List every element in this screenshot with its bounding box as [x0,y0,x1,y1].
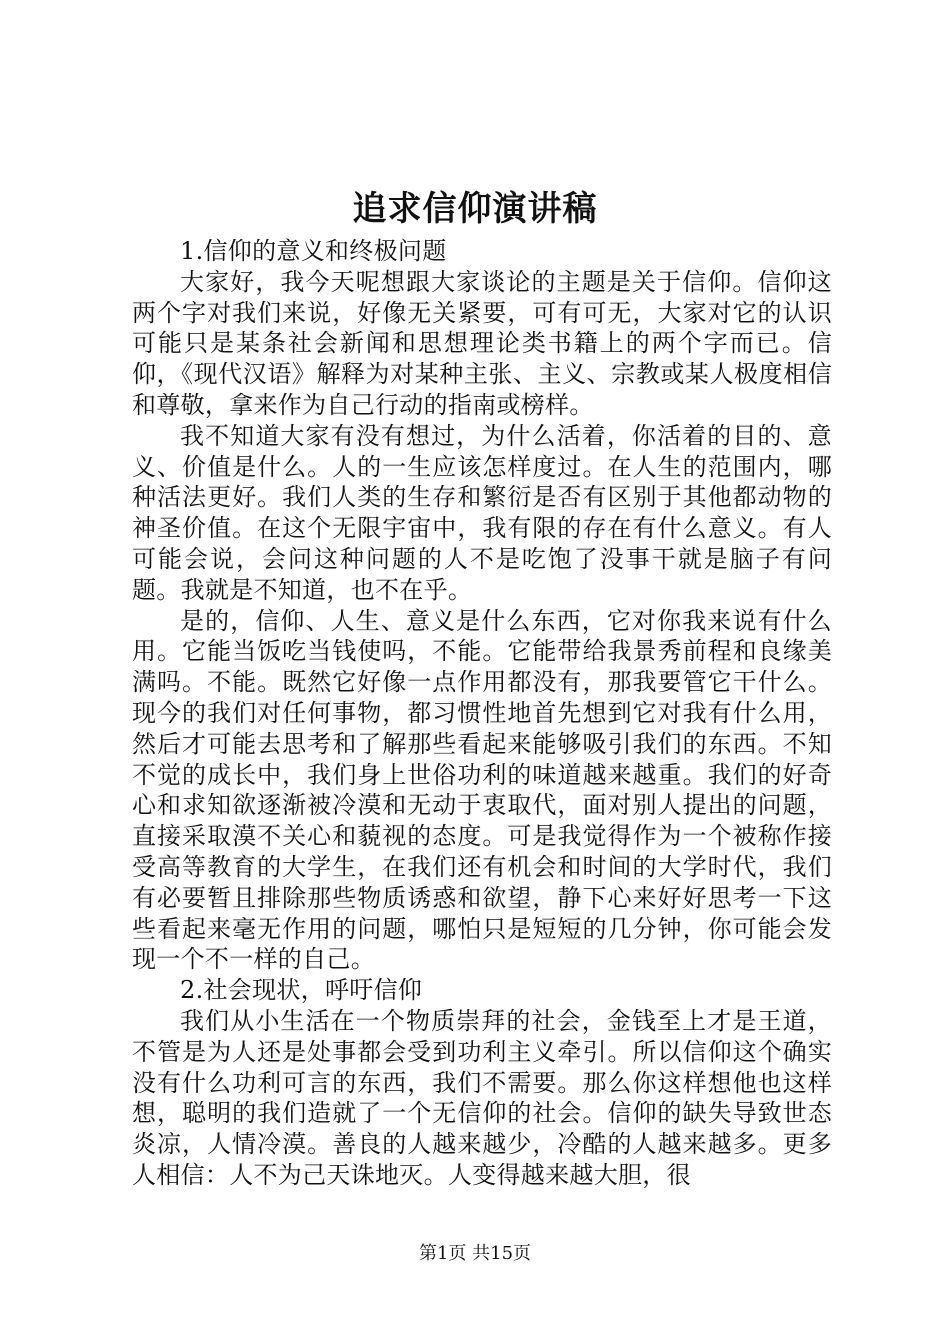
paragraph: 大家好，我今天呢想跟大家谈论的主题是关于信仰。信仰这两个字对我们来说，好像无关紧要，可有可无，大家对它的认识可能只是某条社会新闻和思想理论类书籍上的两个字而已。信仰，《现代汉语》解释为对某种主张、主义、宗教或某人极度相信和尊敬，拿来作为自己行动的指南或榜样。 [132,267,832,419]
section-heading: 2.社会现状，呼吁信仰 [180,976,423,1005]
page-footer: 第1页 共15页 [418,1243,532,1264]
paragraph: 我们从小生活在一个物质崇拜的社会，金钱至上才是王道，不管是为人还是处事都会受到功利主义牵引。所以信仰这个确实没有什么功利可言的东西，我们不需要。那么你这样想他也这样想，聪明的我们造就了一个无信仰的社会。信仰的缺失导致世态炎凉，人情冷漠。善良的人越来越少，冷酷的人越来越多。更多人相信：人不为己天诛地灭。人变得越来越大胆，很 [132,1006,832,1189]
paragraph: 我不知道大家有没有想过，为什么活着，你活着的目的、意义、价值是什么。人的一生应该怎样度过。在人生的范围内，哪种活法更好。我们人类的生存和繁衍是否有区别于其他都动物的神圣价值。在这个无限宇宙中，我有限的存在有什么意义。有人可能会说，会问这种问题的人不是吃饱了没事干就是脑子有问题。我就是不知道，也不在乎。 [132,421,832,604]
paragraph: 是的，信仰、人生、意义是什么东西，它对你我来说有什么用。它能当饭吃当钱使吗，不能。它能带给我景秀前程和良缘美满吗。不能。既然它好像一点作用都没有，那我要管它干什么。现今的我们对任何事物，都习惯性地首先想到它对我有什么用，然后才可能去思考和了解那些看起来能够吸引我们的东西。不知不觉的成长中，我们身上世俗功利的味道越来越重。我们的好奇心和求知欲逐渐被冷漠和无动于衷取代，面对别人提出的问题，直接采取漠不关心和藐视的态度。可是我觉得作为一个被称作接受高等教育的大学生，在我们还有机会和时间的大学时代，我们有必要暂且排除那些物质诱惑和欲望，静下心来好好思考一下这些看起来毫无作用的问题，哪怕只是短短的几分钟，你可能会发现一个不一样的自己。 [132,606,832,974]
document-title: 追求信仰演讲稿 [352,189,598,229]
section-heading: 1.信仰的意义和终极问题 [180,237,447,265]
document-body [132,236,832,1191]
